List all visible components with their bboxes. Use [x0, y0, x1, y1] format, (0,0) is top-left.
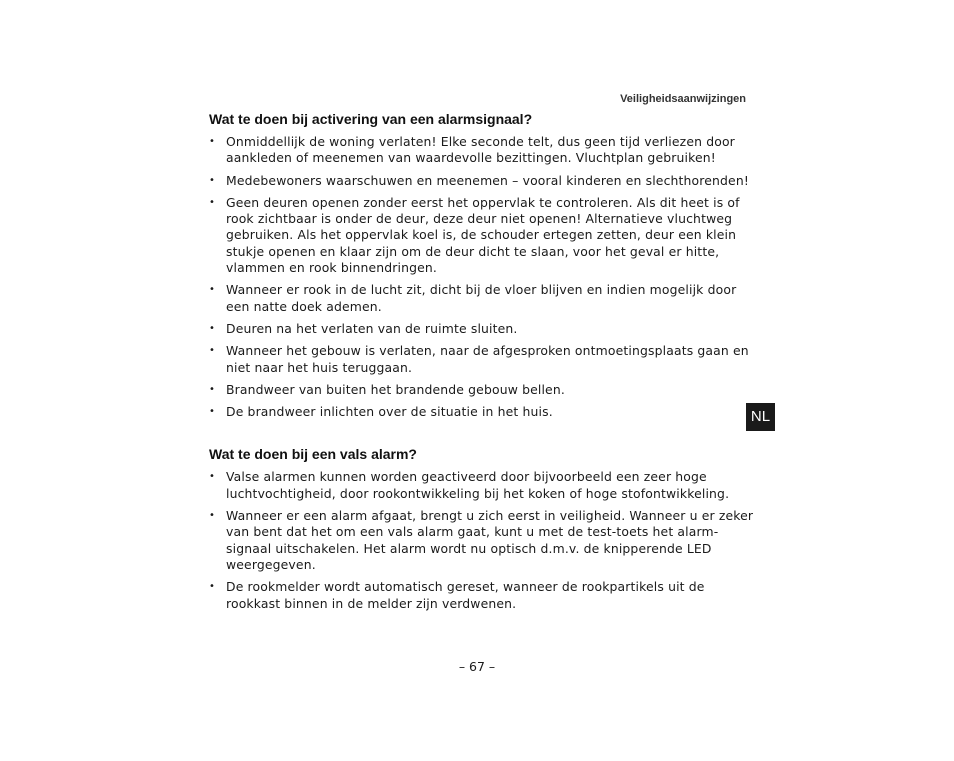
- page-number: – 67 –: [458, 659, 496, 674]
- running-header: Veiligheidsaanwijzingen: [620, 93, 746, 105]
- bullet-icon: •: [209, 471, 216, 483]
- list-item: [209, 469, 754, 502]
- list-item-text: Medebewoners waarschuwen en meenemen – vooral kinderen en slechthorenden!: [226, 172, 749, 188]
- list-item-text: Valse alarmen kunnen worden geactiveerd door bijvoorbeeld een zeer hoge luchtvochtigheid, door rookontwikkeling bij het koken of hoge stofontwikkeling.: [226, 469, 730, 501]
- list-item: [209, 282, 754, 315]
- list-item-text: De brandweer inlichten over de situatie in het huis.: [226, 404, 553, 420]
- list-item: [209, 134, 754, 167]
- bullet-icon: •: [209, 322, 216, 334]
- section-heading-alarm-activation: Wat te doen bij activering van een alarmsignaal?: [209, 111, 533, 127]
- bullet-icon: •: [209, 581, 216, 593]
- list-item: [209, 343, 754, 376]
- list-item: [209, 321, 754, 337]
- list-item: [209, 508, 754, 573]
- list-item-text: Brandweer van buiten het brandende gebouw bellen.: [226, 381, 565, 397]
- list-item-text: Wanneer het gebouw is verlaten, naar de afgesproken ontmoetingsplaats gaan en niet naar het huis teruggaan.: [226, 343, 749, 375]
- bullet-icon: •: [209, 510, 216, 522]
- bullet-icon: •: [209, 136, 216, 147]
- bullet-icon: •: [209, 345, 216, 357]
- list-item-text: Deuren na het verlaten van de ruimte sluiten.: [226, 320, 518, 336]
- list-item: [209, 195, 754, 276]
- bullet-icon: •: [209, 284, 216, 296]
- section-heading-false-alarm: Wat te doen bij een vals alarm?: [209, 446, 417, 463]
- bullet-icon: •: [209, 406, 216, 418]
- list-item-text: Geen deuren openen zonder eerst het oppervlak te controleren. Als dit heet is of rook zichtbaar is onder de deur, deze deur niet openen! Alternatieve vluchtweg gebruiken. Als het oppervlak koel is, de schouder ertegen zetten, deur een klein stukje openen en klaar zijn om de deur dicht te slaan, voor het geval er hitte, vlammen en rook binnendringen.: [226, 194, 740, 276]
- list-item: [209, 382, 754, 398]
- bullet-icon: •: [209, 196, 216, 208]
- list-item-text: Wanneer er een alarm afgaat, brengt u zich eerst in veiligheid. Wanneer u er zeker van bent dat het om een vals alarm gaat, kunt u met de test-toets het alarm-signaal uitschakelen. Het alarm wordt nu optisch d.m.v. de knipperende LED weergegeven.: [226, 508, 754, 572]
- bullet-icon: •: [209, 383, 216, 395]
- bullet-list-alarm-activation: [209, 134, 754, 420]
- list-item-text: Onmiddellijk de woning verlaten! Elke seconde telt, dus geen tijd verliezen door aankleden of meenemen van waardevolle bezittingen. Vluchtplan gebruiken!: [226, 134, 735, 166]
- bullet-icon: •: [209, 174, 216, 186]
- list-item: [209, 579, 754, 612]
- bullet-list-false-alarm: [209, 469, 754, 611]
- list-item: [209, 173, 754, 189]
- list-item-text: Wanneer er rook in de lucht zit, dicht bij de vloer blijven en indien mogelijk door een natte doek ademen.: [226, 282, 737, 314]
- list-item: [209, 404, 754, 420]
- language-tab: NL: [746, 403, 775, 431]
- list-item-text: De rookmelder wordt automatisch gereset, wanneer de rookpartikels uit de rookkast binnen in de melder zijn verdwenen.: [226, 579, 705, 611]
- page-content: [209, 110, 754, 618]
